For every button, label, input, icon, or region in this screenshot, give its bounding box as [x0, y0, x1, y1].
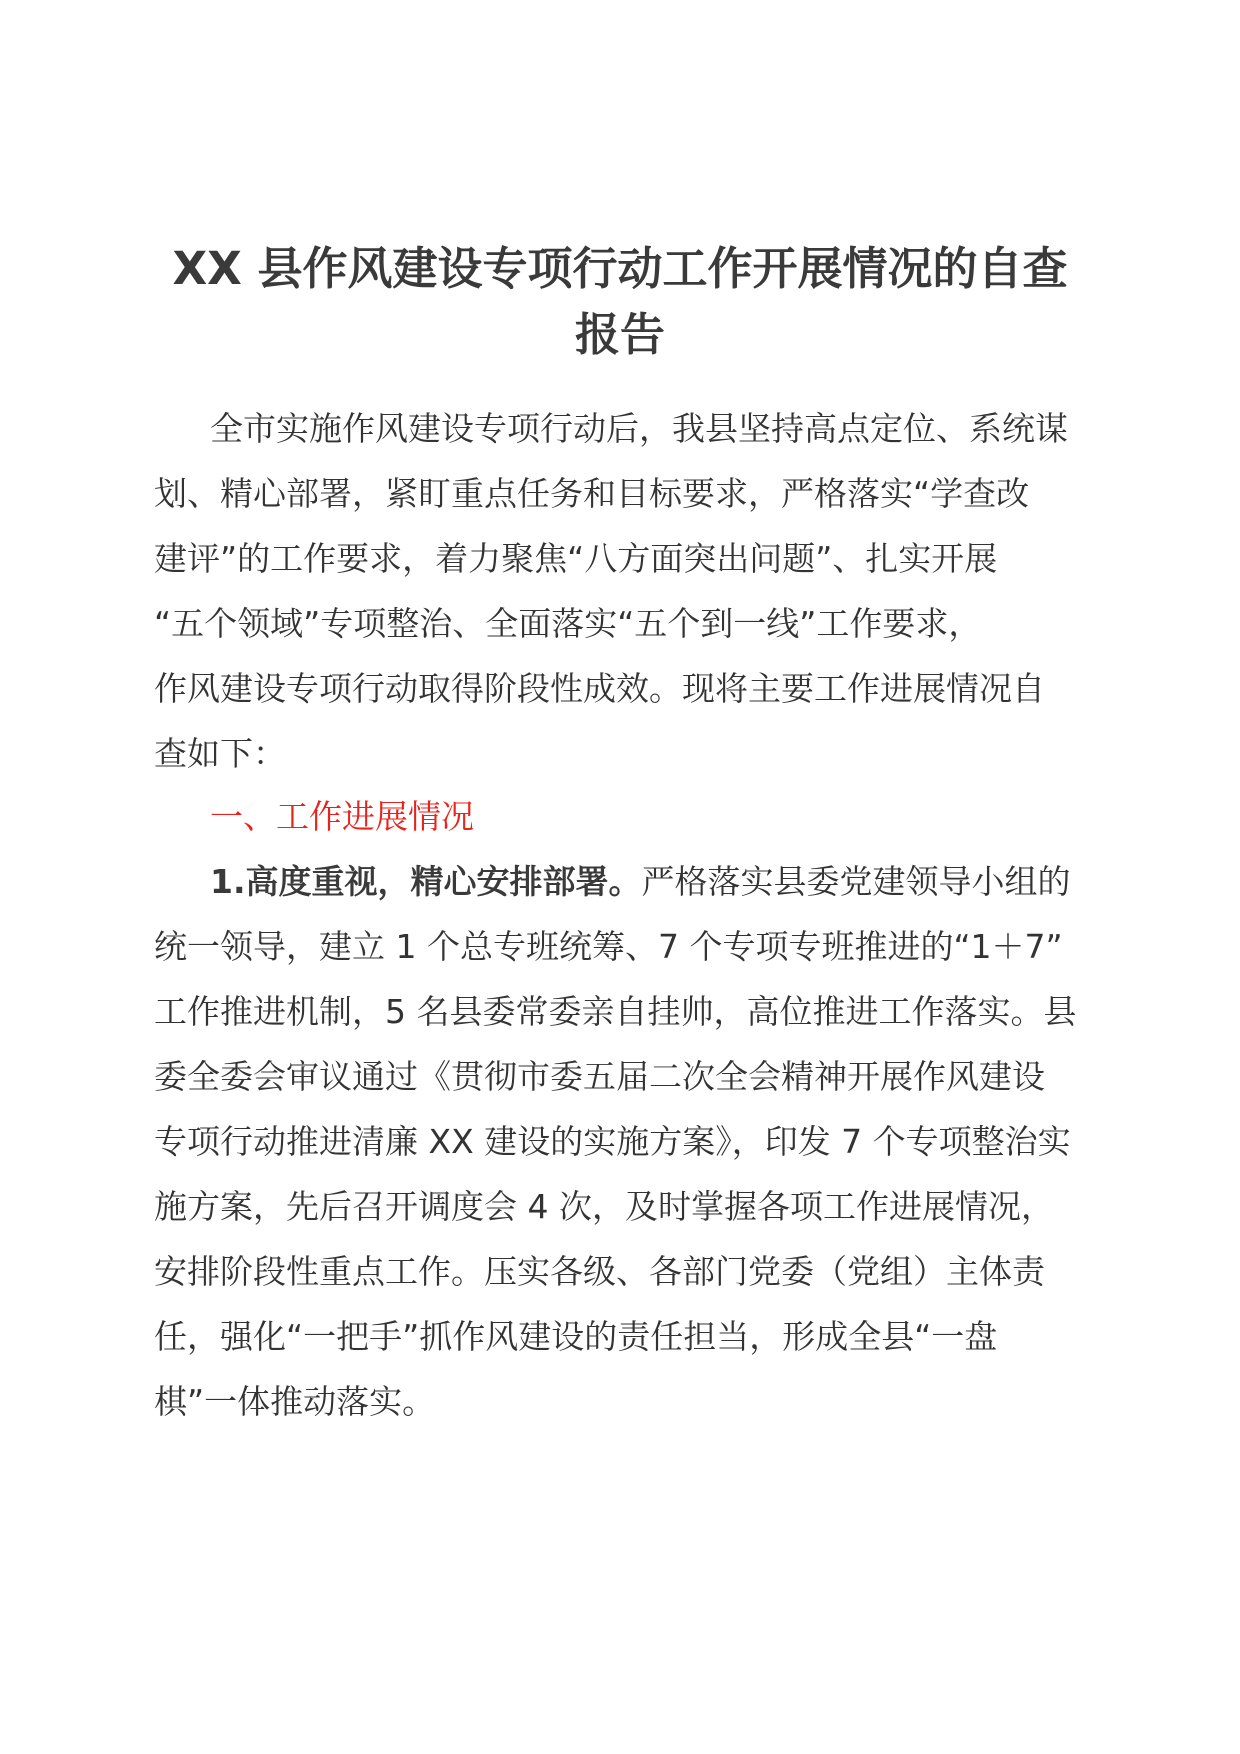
title-line-2: 报告 — [574, 308, 665, 361]
intro-line: 划、精心部署，紧盯重点任务和目标要求，严格落实“学查改 — [154, 474, 1030, 513]
item1-line: 棋”一体推动落实。 — [154, 1382, 436, 1421]
item1-bold-lead: 1.高度重视，精心安排部署。 — [210, 862, 642, 901]
item1-line: 施方案，先后召开调度会 4 次，及时掌握各项工作进展情况， — [154, 1187, 1054, 1226]
item1-line: 任，强化“一把手”抓作风建设的责任担当，形成全县“一盘 — [154, 1317, 998, 1356]
item1-line: 统一领导，建立 1 个总专班统筹、7 个专项专班推进的“1＋7” — [154, 927, 1063, 966]
intro-line: 作风建设专项行动取得阶段性成效。现将主要工作进展情况自 — [154, 669, 1045, 708]
document-title — [150, 236, 1090, 368]
intro-paragraph — [154, 396, 1094, 786]
item1-paragraph — [154, 849, 1094, 1434]
item1-line: 专项行动推进清廉 XX 建设的实施方案》，印发 7 个专项整治实 — [154, 1122, 1071, 1161]
section-heading: 一、工作进展情况 — [210, 797, 474, 836]
item1-line: 工作推进机制，5 名县委常委亲自挂帅，高位推进工作落实。县 — [154, 992, 1077, 1031]
intro-line: 查如下： — [154, 734, 286, 773]
item1-line: 委全委会审议通过《贯彻市委五届二次全会精神开展作风建设 — [154, 1057, 1045, 1096]
intro-line: “五个领域”专项整治、全面落实“五个到一线”工作要求， — [154, 604, 982, 643]
intro-line: 全市实施作风建设专项行动后，我县坚持高点定位、系统谋 — [210, 409, 1068, 448]
item1-first-line — [154, 849, 1094, 914]
item1-first-line-text: 严格落实县委党建领导小组的 — [641, 862, 1071, 901]
title-line-1: XX 县作风建设专项行动工作开展情况的自查 — [172, 242, 1068, 295]
intro-line: 建评”的工作要求，着力聚焦“八方面突出问题”、扎实开展 — [154, 539, 998, 578]
item1-line: 安排阶段性重点工作。压实各级、各部门党委（党组）主体责 — [154, 1252, 1045, 1291]
